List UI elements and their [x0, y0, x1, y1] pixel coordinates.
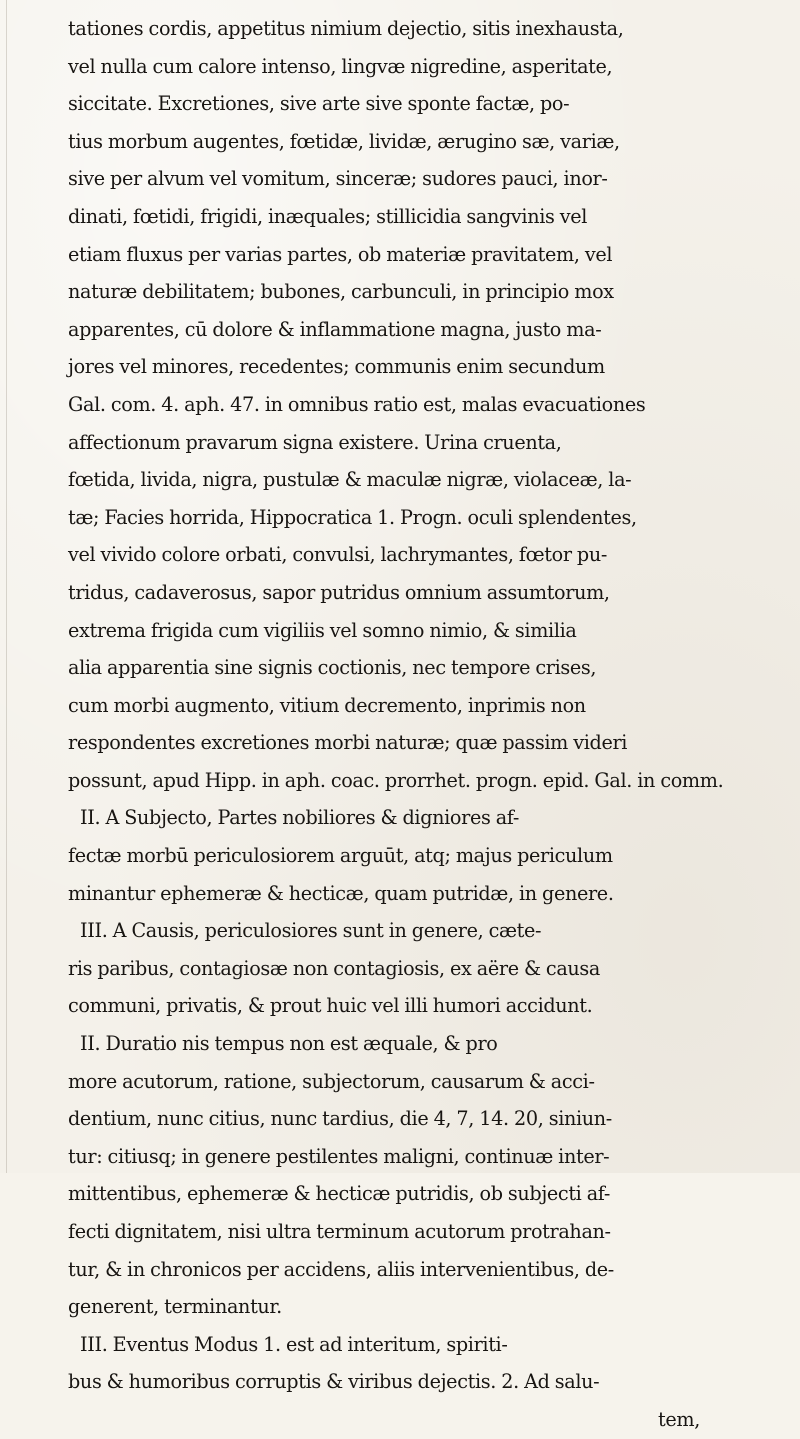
- section-heading-line: III. Eventus Modus 1. est ad interitum, spiriti-: [80, 1332, 508, 1356]
- text-line: jores vel minores, recedentes; communis enim secundum: [68, 355, 605, 379]
- text-line: tur: citiusq; in genere pestilentes maligni, continuæ inter-: [68, 1144, 610, 1168]
- text-line: tur, & in chronicos per accidens, aliis intervenientibus, de-: [68, 1257, 614, 1281]
- text-line: ris paribus, contagiosæ non contagiosis, ex aëre & causa: [68, 956, 601, 980]
- page-crease: [6, 0, 7, 1173]
- text-line: fecti dignitatem, nisi ultra terminum acutorum protrahan-: [68, 1220, 611, 1243]
- text-line: tæ; Facies horrida, Hippocratica 1. Progn. oculi splendentes,: [68, 505, 637, 529]
- text-line: siccitate. Excretiones, sive arte sive sponte factæ, po-: [68, 92, 570, 116]
- text-line: apparentes, cū dolore & inflammatione magna, justo ma-: [68, 317, 602, 341]
- text-line: minantur ephemeræ & hecticæ, quam putridæ, in genere.: [68, 881, 614, 905]
- text-line: affectionum pravarum signa existere. Urina cruenta,: [68, 430, 562, 454]
- text-line: extrema frigida cum vigiliis vel somno nimio, & similia: [68, 618, 577, 642]
- text-line: fœtida, livida, nigra, pustulæ & maculæ nigræ, violaceæ, la-: [68, 468, 632, 492]
- text-line: cum morbi augmento, vitium decremento, inprimis non: [68, 693, 586, 717]
- section-heading-line: II. A Subjecto, Partes nobiliores & digniores af-: [80, 806, 519, 830]
- text-line: vel vivido colore orbati, convulsi, lachrymantes, fœtor pu-: [68, 543, 607, 567]
- text-line: mittentibus, ephemeræ & hecticæ putridis, ob subjecti af-: [68, 1182, 611, 1206]
- text-line: alia apparentia sine signis coctionis, nec tempore crises,: [68, 656, 597, 680]
- text-line: possunt, apud Hipp. in aph. coac. prorrhet. progn. epid. Gal. in comm.: [68, 768, 724, 792]
- text-line: respondentes excretiones morbi naturæ; quæ passim videri: [68, 731, 628, 755]
- text-line: dentium, nunc citius, nunc tardius, die 4, 7, 14. 20, siniun-: [68, 1107, 612, 1131]
- section-heading-line: II. Duratio nis tempus non est æquale, & pro: [80, 1032, 498, 1056]
- text-line: sive per alvum vel vomitum, sinceræ; sudores pauci, inor-: [68, 167, 608, 191]
- text-line: dinati, fœtidi, frigidi, inæquales; stillicidia sangvinis vel: [68, 204, 588, 228]
- catchword: tem,: [658, 1407, 700, 1431]
- text-line: more acutorum, ratione, subjectorum, causarum & acci-: [68, 1069, 595, 1093]
- section-heading-line: III. A Causis, periculosiores sunt in genere, cæte-: [80, 919, 542, 943]
- text-line: etiam fluxus per varias partes, ob materiæ pravitatem, vel: [68, 242, 613, 266]
- text-line: communi, privatis, & prout huic vel illi humori accidunt.: [68, 994, 593, 1018]
- body-text: [68, 10, 738, 1439]
- text-line: tridus, cadaverosus, sapor putridus omnium assumtorum,: [68, 580, 610, 604]
- text-line: naturæ debilitatem; bubones, carbunculi, in principio mox: [68, 280, 614, 304]
- text-line: vel nulla cum calore intenso, lingvæ nigredine, asperitate,: [68, 54, 613, 78]
- text-line: bus & humoribus corruptis & viribus dejectis. 2. Ad salu-: [68, 1370, 600, 1394]
- text-line: Gal. com. 4. aph. 47. in omnibus ratio est, malas evacuationes: [68, 392, 646, 416]
- text-line: tius morbum augentes, fœtidæ, lividæ, ærugino sæ, variæ,: [68, 129, 620, 153]
- text-line: fectæ morbū periculosiorem arguūt, atq; majus periculum: [68, 844, 613, 868]
- text-line: tationes cordis, appetitus nimium dejectio, sitis inexhausta,: [68, 17, 624, 40]
- text-line: generent, terminantur.: [68, 1295, 282, 1319]
